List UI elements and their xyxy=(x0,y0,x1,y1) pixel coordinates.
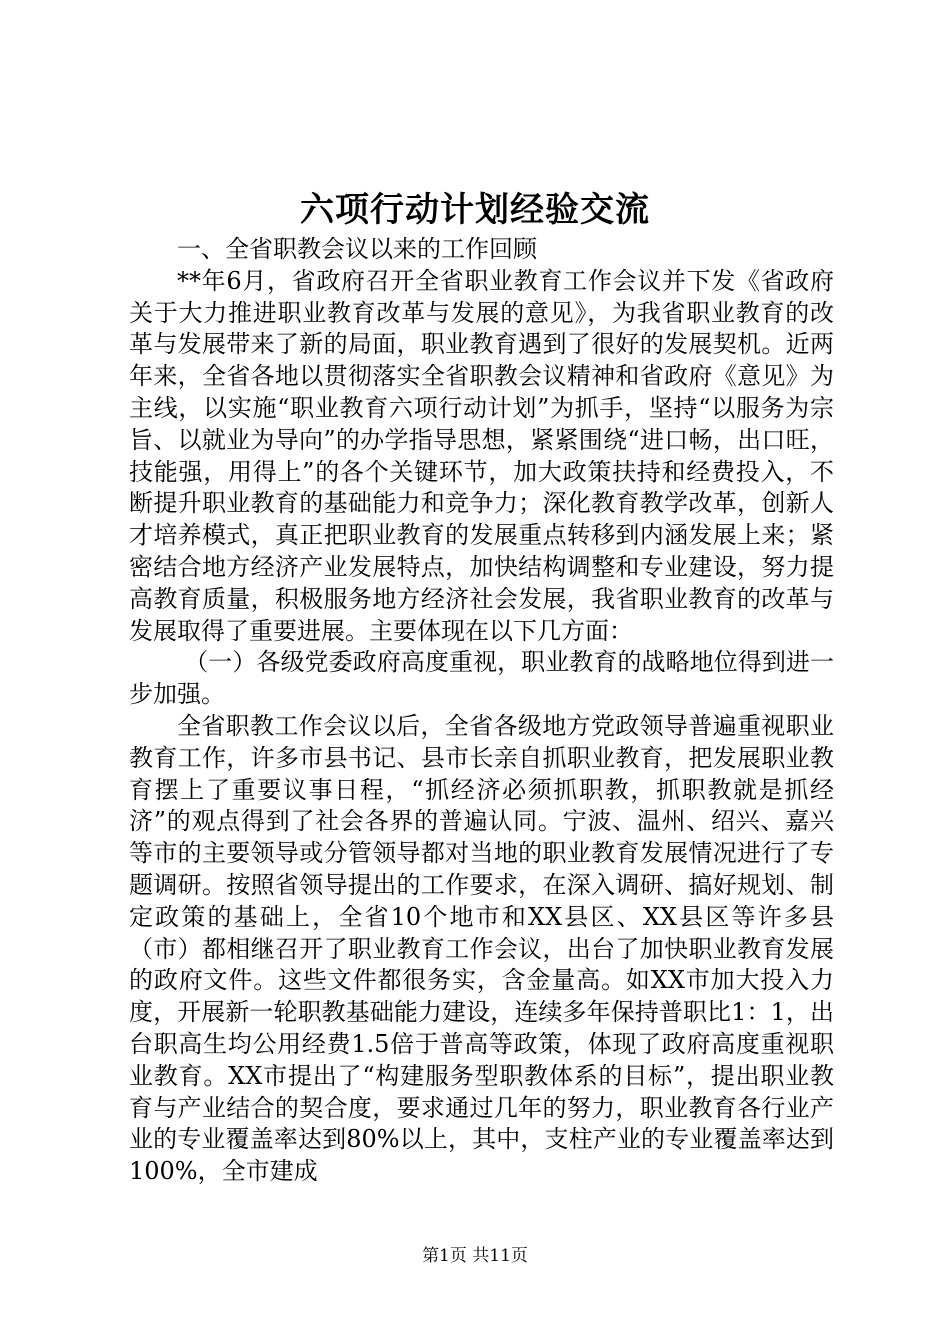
section-heading: 一、全省职教会议以来的工作回顾 xyxy=(177,235,537,263)
page-footer: 第1页 共11页 xyxy=(422,1246,528,1266)
subsection-heading: （一）各级党委政府高度重视，职业教育的战略地位得到进一步加强。 xyxy=(129,648,834,709)
body-paragraph: **年6月，省政府召开全省职业教育工作会议并下发《省政府关于大力推进职业教育改革与发展的意见》，为我省职业教育的改革与发展带来了新的局面，职业教育遇到了很好的发展契机。近两年来，全省各地以贯彻落实全省职教会议精神和省政府《意见》为主线，以实施“职业教育六项行动计划”为抓手，坚持“以服务为宗旨、以就业为导向”的办学指导思想，紧紧围绕“进口畅，出口旺，技能强，用得上”的各个关键环节，加大政策扶持和经费投入，不断提升职业教育的基础能力和竞争力；深化教育教学改革，创新人才培养模式，真正把职业教育的发展重点转移到内涵发展上来；紧密结合地方经济产业发展特点，加快结构调整和专业建设，努力提高教育质量，积极服务地方经济社会发展，我省职业教育的改革与发展取得了重要进展。主要体现在以下几方面： xyxy=(129,266,834,645)
document-body xyxy=(129,234,834,1188)
body-paragraph: 全省职教工作会议以后，全省各级地方党政领导普遍重视职业教育工作，许多市县书记、县市长亲自抓职业教育，把发展职业教育摆上了重要议事日程，“抓经济必须抓职教，抓职教就是抓经济”的观点得到了社会各界的普遍认同。宁波、温州、绍兴、嘉兴等市的主要领导或分管领导都对当地的职业教育发展情况进行了专题调研。按照省领导提出的工作要求，在深入调研、搞好规划、制定政策的基础上，全省10个地市和XX县区、XX县区等许多县（市）都相继召开了职业教育工作会议，出台了加快职业教育发展的政府文件。这些文件都很务实，含金量高。如XX市加大投入力度，开展新一轮职教基础能力建设，连续多年保持普职比1：1，出台职高生均公用经费1.5倍于普高等政策，体现了政府高度重视职业教育。XX市提出了“构建服务型职教体系的目标”，提出职业教育与产业结合的契合度，要求通过几年的努力，职业教育各行业产业的专业覆盖率达到80%以上，其中，支柱产业的专业覆盖率达到100%，全市建成 xyxy=(129,711,834,1186)
document-title: 六项行动计划经验交流 xyxy=(300,190,650,230)
